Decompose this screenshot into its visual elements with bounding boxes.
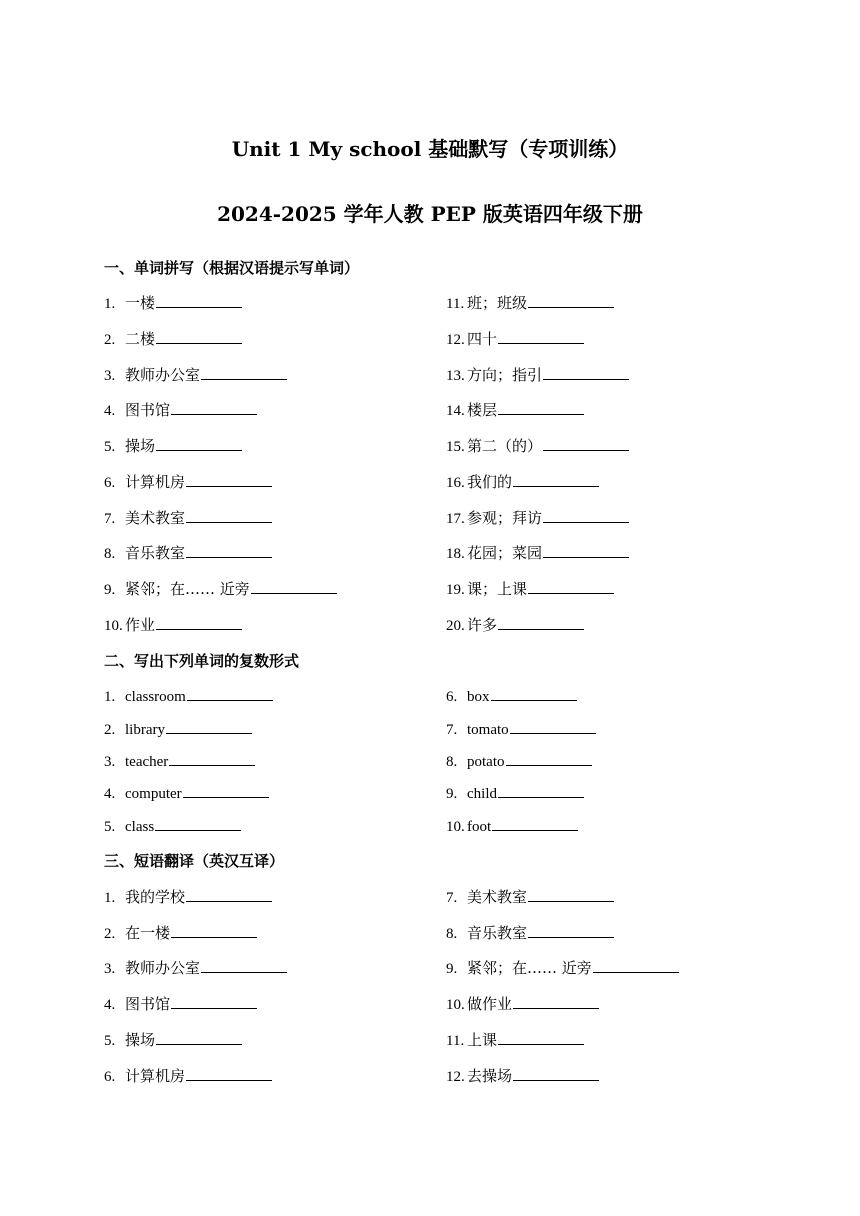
item-number: 20.	[446, 618, 465, 634]
item-prompt: child	[467, 786, 497, 802]
answer-blank[interactable]	[513, 1064, 599, 1081]
list-item	[446, 541, 629, 564]
item-number: 16.	[446, 475, 465, 491]
item-number: 3.	[104, 754, 116, 770]
answer-blank[interactable]	[201, 956, 287, 973]
list-item	[446, 992, 599, 1015]
item-prompt: 楼层	[467, 401, 498, 419]
item-number: 1.	[104, 689, 116, 705]
item-prompt: 操场	[125, 1031, 156, 1049]
list-item	[446, 1028, 584, 1051]
item-prompt: 第二（的）	[467, 437, 543, 455]
item-number: 6.	[104, 475, 116, 491]
item-prompt: 美术教室	[125, 509, 186, 527]
item-number: 7.	[446, 722, 458, 738]
item-number: 3.	[104, 368, 116, 384]
answer-blank[interactable]	[187, 684, 273, 701]
section-heading: 一、单词拼写（根据汉语提示写单词）	[104, 259, 360, 277]
list-item	[104, 291, 242, 314]
item-number: 1.	[104, 890, 116, 906]
answer-blank[interactable]	[498, 1028, 584, 1045]
item-prompt: 操场	[125, 437, 156, 455]
answer-blank[interactable]	[156, 613, 242, 630]
list-item	[446, 327, 584, 350]
list-item	[104, 398, 257, 421]
answer-blank[interactable]	[513, 992, 599, 1009]
item-prompt: 参观；拜访	[467, 509, 543, 527]
item-prompt: computer	[125, 786, 182, 802]
item-prompt: 紧邻；在…… 近旁	[125, 580, 250, 598]
item-prompt: 花园；菜园	[467, 544, 543, 562]
item-prompt: 做作业	[467, 995, 513, 1013]
item-number: 8.	[104, 546, 116, 562]
answer-blank[interactable]	[155, 814, 241, 831]
item-number: 12.	[446, 1069, 465, 1085]
answer-blank[interactable]	[528, 921, 614, 938]
item-prompt: 去操场	[467, 1067, 513, 1085]
item-prompt: 图书馆	[125, 995, 171, 1013]
answer-blank[interactable]	[186, 1064, 272, 1081]
answer-blank[interactable]	[251, 577, 337, 594]
item-prompt: 一楼	[125, 294, 156, 312]
worksheet-subtitle: 2024-2025 学年人教 PEP 版英语四年级下册	[217, 202, 643, 226]
item-prompt: box	[467, 689, 490, 705]
list-item	[446, 749, 592, 772]
item-prompt: 二楼	[125, 330, 156, 348]
item-number: 9.	[104, 582, 116, 598]
item-number: 6.	[446, 689, 458, 705]
list-item	[104, 506, 272, 529]
list-item	[446, 1064, 599, 1087]
list-item	[446, 885, 614, 908]
item-prompt: 音乐教室	[125, 544, 186, 562]
item-number: 5.	[104, 439, 116, 455]
item-prompt: library	[125, 722, 165, 738]
list-item	[446, 921, 614, 944]
list-item	[104, 327, 242, 350]
list-item	[104, 956, 287, 979]
answer-blank[interactable]	[506, 749, 592, 766]
item-prompt: 班；班级	[467, 294, 528, 312]
item-prompt: teacher	[125, 754, 169, 770]
item-number: 18.	[446, 546, 465, 562]
item-number: 7.	[446, 890, 458, 906]
answer-blank[interactable]	[593, 956, 679, 973]
list-item	[104, 1064, 272, 1087]
item-prompt: class	[125, 819, 155, 835]
item-prompt: 我的学校	[125, 888, 186, 906]
answer-blank[interactable]	[171, 992, 257, 1009]
item-number: 7.	[104, 511, 116, 527]
answer-blank[interactable]	[543, 506, 629, 523]
list-item	[104, 781, 269, 804]
list-item	[104, 541, 272, 564]
answer-blank[interactable]	[528, 291, 614, 308]
list-item	[104, 921, 257, 944]
item-number: 4.	[104, 997, 116, 1013]
answer-blank[interactable]	[498, 327, 584, 344]
list-item	[446, 684, 577, 707]
item-prompt: tomato	[467, 722, 509, 738]
answer-blank[interactable]	[186, 470, 272, 487]
item-prompt: 课；上课	[467, 580, 528, 598]
item-number: 4.	[104, 403, 116, 419]
answer-blank[interactable]	[171, 398, 257, 415]
list-item	[104, 470, 272, 493]
list-item	[446, 577, 614, 600]
list-item	[104, 992, 257, 1015]
item-prompt: 在一楼	[125, 924, 171, 942]
answer-blank[interactable]	[543, 434, 629, 451]
answer-blank[interactable]	[510, 717, 596, 734]
worksheet-title: Unit 1 My school 基础默写（专项训练）	[231, 137, 629, 161]
item-prompt: 图书馆	[125, 401, 171, 419]
answer-blank[interactable]	[183, 781, 269, 798]
item-number: 9.	[446, 961, 458, 977]
item-number: 19.	[446, 582, 465, 598]
answer-blank[interactable]	[171, 921, 257, 938]
answer-blank[interactable]	[156, 1028, 242, 1045]
item-number: 2.	[104, 926, 116, 942]
answer-blank[interactable]	[491, 684, 577, 701]
item-prompt: 计算机房	[125, 1067, 186, 1085]
answer-blank[interactable]	[156, 327, 242, 344]
item-number: 6.	[104, 1069, 116, 1085]
item-number: 8.	[446, 754, 458, 770]
answer-blank[interactable]	[498, 398, 584, 415]
item-prompt: 音乐教室	[467, 924, 528, 942]
item-number: 8.	[446, 926, 458, 942]
answer-blank[interactable]	[498, 781, 584, 798]
list-item	[104, 363, 287, 386]
item-number: 15.	[446, 439, 465, 455]
item-prompt: potato	[467, 754, 505, 770]
list-item	[104, 684, 273, 707]
item-number: 12.	[446, 332, 465, 348]
item-number: 2.	[104, 722, 116, 738]
item-prompt: 方向；指引	[467, 366, 543, 384]
section-heading: 三、短语翻译（英汉互译）	[104, 852, 285, 870]
list-item	[446, 781, 584, 804]
item-prompt: 四十	[467, 330, 498, 348]
answer-blank[interactable]	[528, 885, 614, 902]
item-number: 4.	[104, 786, 116, 802]
list-item	[104, 434, 242, 457]
item-prompt: 计算机房	[125, 473, 186, 491]
item-number: 10.	[104, 618, 123, 634]
list-item	[446, 717, 596, 740]
answer-blank[interactable]	[169, 749, 255, 766]
item-number: 3.	[104, 961, 116, 977]
list-item	[104, 885, 272, 908]
item-number: 10.	[446, 997, 465, 1013]
item-prompt: 教师办公室	[125, 366, 201, 384]
list-item	[446, 363, 629, 386]
list-item	[446, 291, 614, 314]
answer-blank[interactable]	[156, 434, 242, 451]
item-number: 2.	[104, 332, 116, 348]
list-item	[104, 1028, 242, 1051]
answer-blank[interactable]	[186, 541, 272, 558]
item-number: 11.	[446, 296, 465, 312]
answer-blank[interactable]	[513, 470, 599, 487]
item-number: 13.	[446, 368, 465, 384]
list-item	[446, 398, 584, 421]
answer-blank[interactable]	[543, 363, 629, 380]
item-prompt: 我们的	[467, 473, 513, 491]
answer-blank[interactable]	[543, 541, 629, 558]
list-item	[104, 814, 241, 837]
list-item	[446, 506, 629, 529]
answer-blank[interactable]	[528, 577, 614, 594]
answer-blank[interactable]	[186, 506, 272, 523]
item-number: 5.	[104, 1033, 116, 1049]
answer-blank[interactable]	[492, 814, 578, 831]
item-number: 1.	[104, 296, 116, 312]
list-item	[446, 956, 679, 979]
answer-blank[interactable]	[186, 885, 272, 902]
list-item	[104, 717, 252, 740]
item-prompt: 许多	[467, 616, 498, 634]
item-number: 10.	[446, 819, 465, 835]
list-item	[446, 470, 599, 493]
item-number: 14.	[446, 403, 465, 419]
list-item	[104, 613, 242, 636]
list-item	[104, 577, 337, 600]
answer-blank[interactable]	[498, 613, 584, 630]
item-prompt: 紧邻；在…… 近旁	[467, 959, 592, 977]
item-number: 5.	[104, 819, 116, 835]
item-prompt: 作业	[125, 616, 156, 634]
answer-blank[interactable]	[166, 717, 252, 734]
section-heading: 二、写出下列单词的复数形式	[104, 652, 300, 670]
item-number: 17.	[446, 511, 465, 527]
list-item	[446, 814, 578, 837]
list-item	[104, 749, 255, 772]
list-item	[446, 613, 584, 636]
answer-blank[interactable]	[201, 363, 287, 380]
item-prompt: 上课	[467, 1031, 498, 1049]
item-prompt: 教师办公室	[125, 959, 201, 977]
item-number: 11.	[446, 1033, 465, 1049]
answer-blank[interactable]	[156, 291, 242, 308]
item-number: 9.	[446, 786, 458, 802]
item-prompt: classroom	[125, 689, 186, 705]
item-prompt: 美术教室	[467, 888, 528, 906]
item-prompt: foot	[467, 819, 492, 835]
list-item	[446, 434, 629, 457]
